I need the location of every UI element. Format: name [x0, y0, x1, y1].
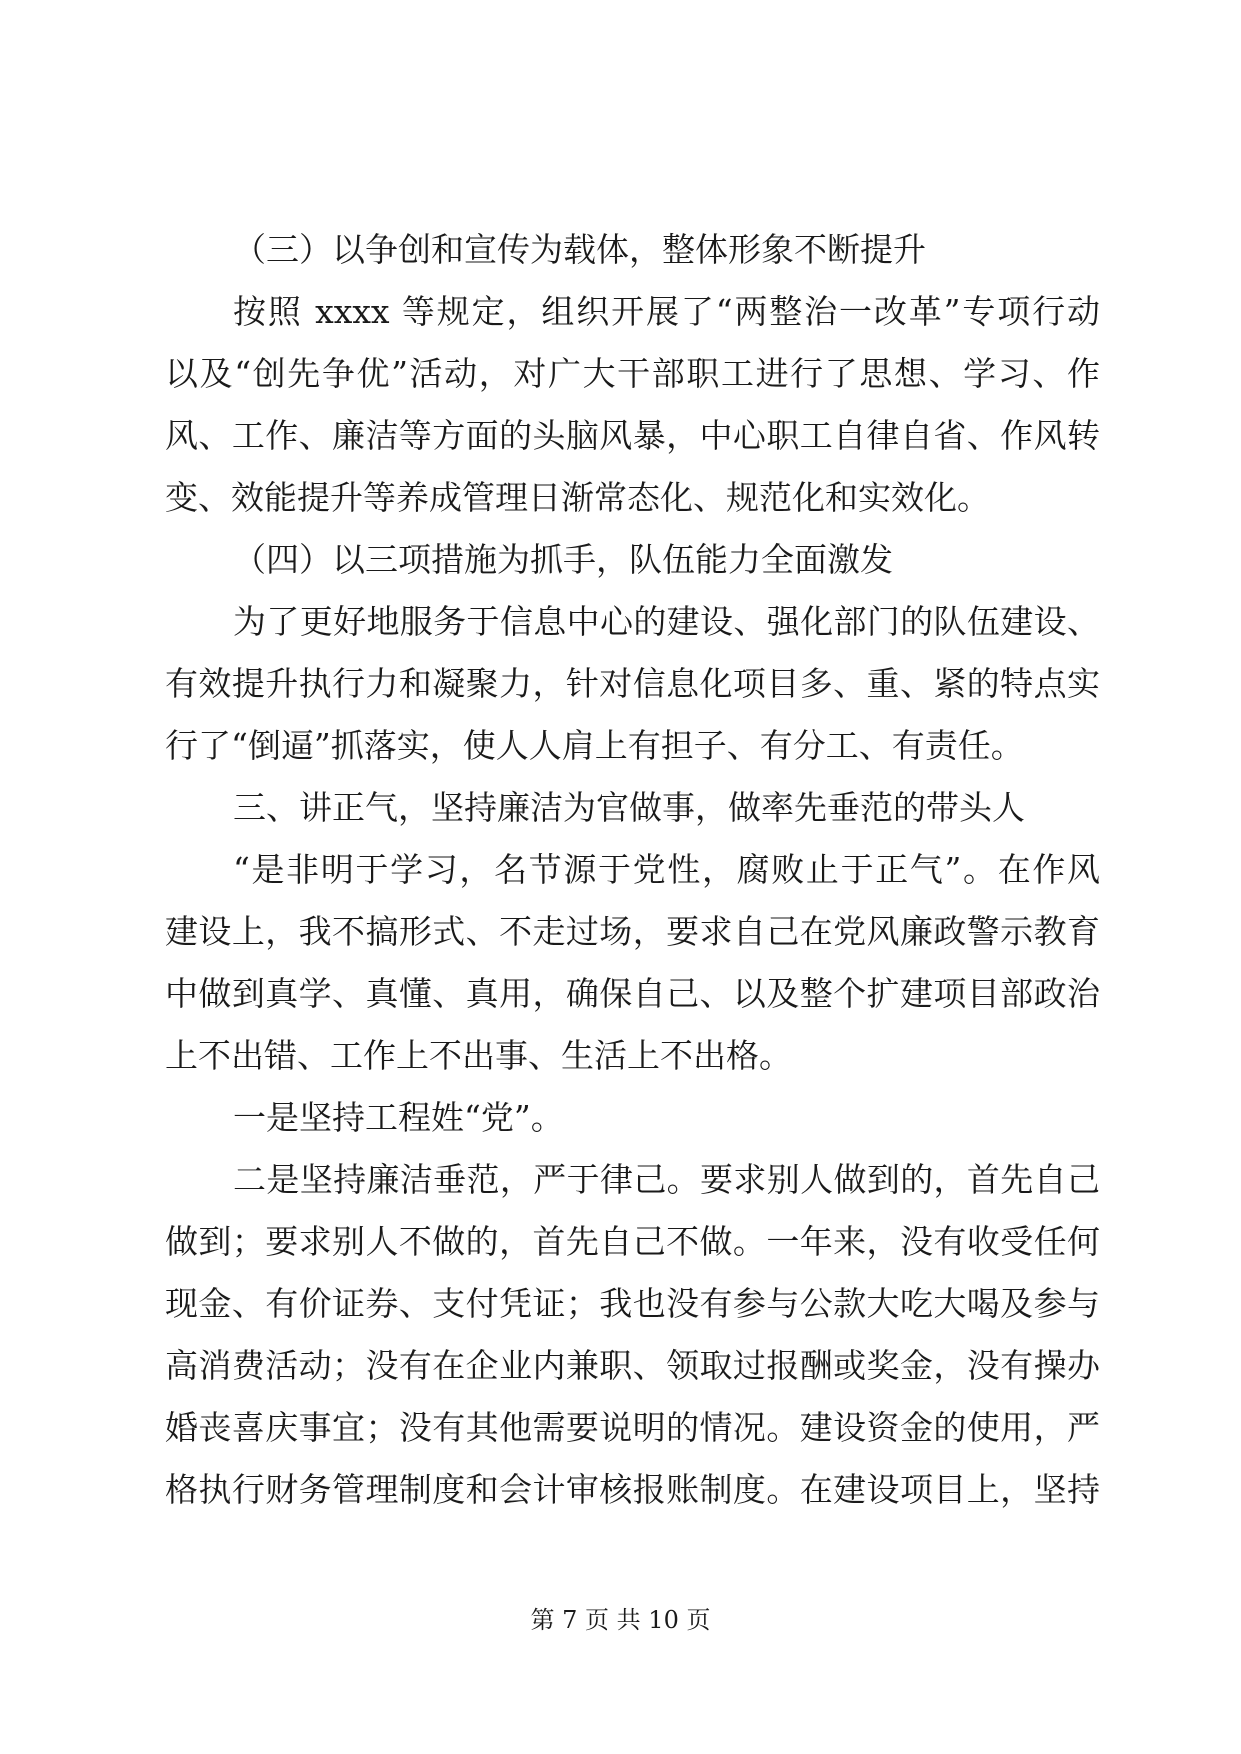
- paragraph-line: 一是坚持工程姓“党”。: [233, 1098, 564, 1137]
- paragraph-line: 风、工作、廉洁等方面的头脑风暴，中心职工自律自省、作风转: [165, 416, 1100, 455]
- paragraph-line: 建设上，我不搞形式、不走过场，要求自己在党风廉政警示教育: [165, 912, 1100, 951]
- paragraph-line: 格执行财务管理制度和会计审核报账制度。在建设项目上，坚持: [165, 1470, 1100, 1509]
- paragraph-line: “是非明于学习，名节源于党性，腐败止于正气”。在作风: [233, 850, 1100, 889]
- paragraph-line: 变、效能提升等养成管理日渐常态化、规范化和实效化。: [165, 478, 990, 517]
- paragraph-line: 婚丧喜庆事宜；没有其他需要说明的情况。建设资金的使用，严: [165, 1408, 1100, 1447]
- page-number-footer: 第 7 页 共 10 页: [530, 1606, 711, 1634]
- paragraph-line: 为了更好地服务于信息中心的建设、强化部门的队伍建设、: [233, 602, 1100, 641]
- paragraph-line: 上不出错、工作上不出事、生活上不出格。: [165, 1036, 792, 1075]
- paragraph-line: 行了“倒逼”抓落实，使人人肩上有担子、有分工、有责任。: [165, 726, 1024, 765]
- paragraph-line: 现金、有价证券、支付凭证；我也没有参与公款大吃大喝及参与: [165, 1284, 1100, 1323]
- subheading-four: （四）以三项措施为抓手，队伍能力全面激发: [233, 540, 893, 579]
- paragraph-line: 高消费活动；没有在企业内兼职、领取过报酬或奖金，没有操办: [165, 1346, 1100, 1385]
- subheading-three: （三）以争创和宣传为载体，整体形象不断提升: [233, 230, 926, 269]
- paragraph-line: 中做到真学、真懂、真用，确保自己、以及整个扩建项目部政治: [165, 974, 1100, 1013]
- paragraph-line: 以及“创先争优”活动，对广大干部职工进行了思想、学习、作: [165, 354, 1100, 393]
- paragraph-line: 按照 xxxx 等规定，组织开展了“两整治一改革”专项行动: [233, 292, 1100, 331]
- section-heading-three: 三、讲正气，坚持廉洁为官做事，做率先垂范的带头人: [233, 788, 1025, 827]
- paragraph-line: 有效提升执行力和凝聚力，针对信息化项目多、重、紧的特点实: [165, 664, 1100, 703]
- paragraph-line: 二是坚持廉洁垂范，严于律己。要求别人做到的，首先自己: [233, 1160, 1100, 1199]
- paragraph-line: 做到；要求别人不做的，首先自己不做。一年来，没有收受任何: [165, 1222, 1100, 1261]
